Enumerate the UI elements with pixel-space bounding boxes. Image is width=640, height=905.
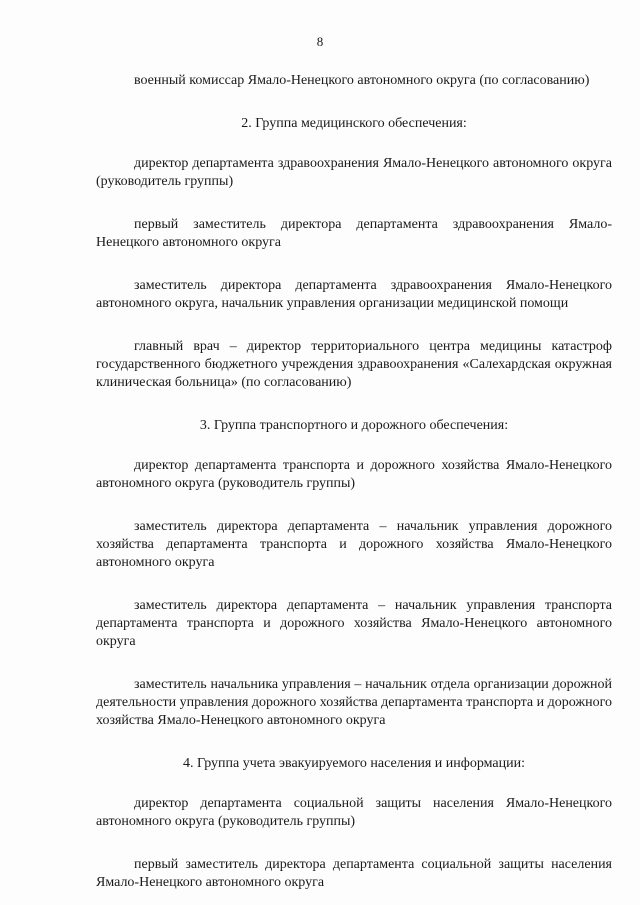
page-number: 8 (316, 34, 324, 49)
paragraph-transport-director: директор департамента транспорта и дорожного хозяйства Ямало-Ненецкого автономного округа (руководитель группы) (96, 458, 612, 491)
section-heading-transport: 3. Группа транспортного и дорожного обеспечения: (199, 418, 509, 433)
paragraph-health-deputy: заместитель директора департамента здравоохранения Ямало-Ненецкого автономного округа, начальник управления организации медицинской помощи (96, 278, 612, 311)
paragraph-transport-deputy-roads: заместитель директора департамента – начальник управления дорожного хозяйства департамента транспорта и дорожного хозяйства Ямало-Ненецкого автономного округа (96, 519, 612, 570)
paragraph-transport-deputy-transport: заместитель директора департамента – начальник управления транспорта департамента транспорта и дорожного хозяйства Ямало-Ненецкого автономного округа (96, 598, 612, 649)
paragraph-health-director: директор департамента здравоохранения Ямало-Ненецкого автономного округа (руководитель группы) (96, 156, 612, 189)
paragraph-road-activity-head: заместитель начальника управления – начальник отдела организации дорожной деятельности управления дорожного хозяйства департамента транспорта и дорожного хозяйства Ямало-Ненецкого автономного округа (96, 677, 612, 728)
paragraph-social-first-deputy: первый заместитель директора департамента социальной защиты населения Ямало-Ненецкого автономного округа (96, 857, 612, 890)
section-heading-evacuees: 4. Группа учета эвакуируемого населения и информации: (183, 756, 525, 771)
paragraph-military-commissar: военный комиссар Ямало-Ненецкого автономного округа (по согласованию) (134, 73, 590, 88)
section-heading-medical: 2. Группа медицинского обеспечения: (241, 116, 467, 131)
paragraph-chief-physician: главный врач – директор территориального центра медицины катастроф государственного бюджетного учреждения здравоохранения «Салехардская окружная клиническая больница» (по согласованию) (96, 339, 612, 390)
paragraph-health-first-deputy: первый заместитель директора департамента здравоохранения Ямало-Ненецкого автономного округа (96, 217, 612, 250)
document-body (96, 72, 612, 892)
paragraph-social-director: директор департамента социальной защиты населения Ямало-Ненецкого автономного округа (руководитель группы) (96, 796, 612, 829)
